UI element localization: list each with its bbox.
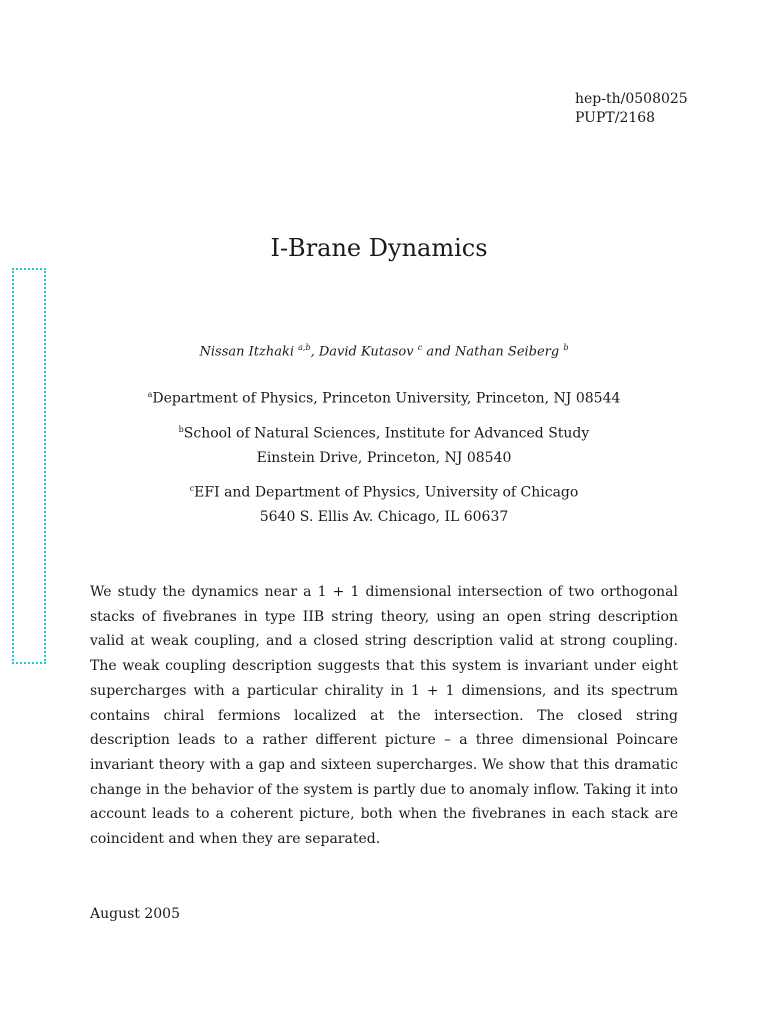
author-name: Nissan Itzhaki xyxy=(199,344,294,360)
author-separator: and xyxy=(422,344,455,360)
affiliation-line: $^a$Department of Physics, Princeton University, Princeton, NJ 08544 xyxy=(147,390,621,407)
affiliation-line: 5640 S. Ellis Av. Chicago, IL 60637 xyxy=(259,508,509,525)
arxiv-id: hep-th/0508025 xyxy=(575,91,688,107)
affiliation-line: Einstein Drive, Princeton, NJ 08540 xyxy=(256,449,512,466)
author-list xyxy=(0,343,768,359)
affiliation-superscript: c xyxy=(189,484,195,493)
author-superscript: a,b xyxy=(298,343,311,352)
affiliation-b xyxy=(0,418,768,470)
author-separator: , xyxy=(310,344,319,360)
affiliation-line: $^b$School of Natural Sciences, Institute for Advanced Study xyxy=(178,425,590,442)
date: August 2005 xyxy=(90,906,180,922)
author-superscript: c xyxy=(417,343,423,352)
author-name: Nathan Seiberg xyxy=(454,344,560,360)
abstract: We study the dynamics near a 1 + 1 dimensional intersection of two orthogonal stacks of fivebranes in type IIB string theory, using an open string description valid at weak coupling, and a closed string description valid at strong coupling. The weak coupling description suggests that this system is invariant under eight supercharges with a particular chirality in 1 + 1 dimensions, and its spectrum contains chiral fermions localized at the intersection. The closed string description leads to a rather different picture – a three dimensional Poincare invariant theory with a gap and sixteen supercharges. We show that this dramatic change in the behavior of the system is partly due to anomaly inflow. Taking it into account leads to a coherent picture, both when the fivebranes in each stack are coincident and when they are separated. xyxy=(90,584,678,848)
affiliation-line: $^c$EFI and Department of Physics, University of Chicago xyxy=(189,484,579,501)
affiliation-c xyxy=(0,477,768,529)
preprint-numbers xyxy=(575,90,688,128)
paper-title: I-Brane Dynamics xyxy=(270,234,488,262)
affiliation-superscript: a xyxy=(147,390,153,399)
author-name: David Kutasov xyxy=(318,344,414,360)
affiliation-a xyxy=(0,383,768,411)
report-number: PUPT/2168 xyxy=(575,110,656,126)
author-superscript: b xyxy=(563,343,569,352)
affiliation-superscript: b xyxy=(178,425,184,434)
